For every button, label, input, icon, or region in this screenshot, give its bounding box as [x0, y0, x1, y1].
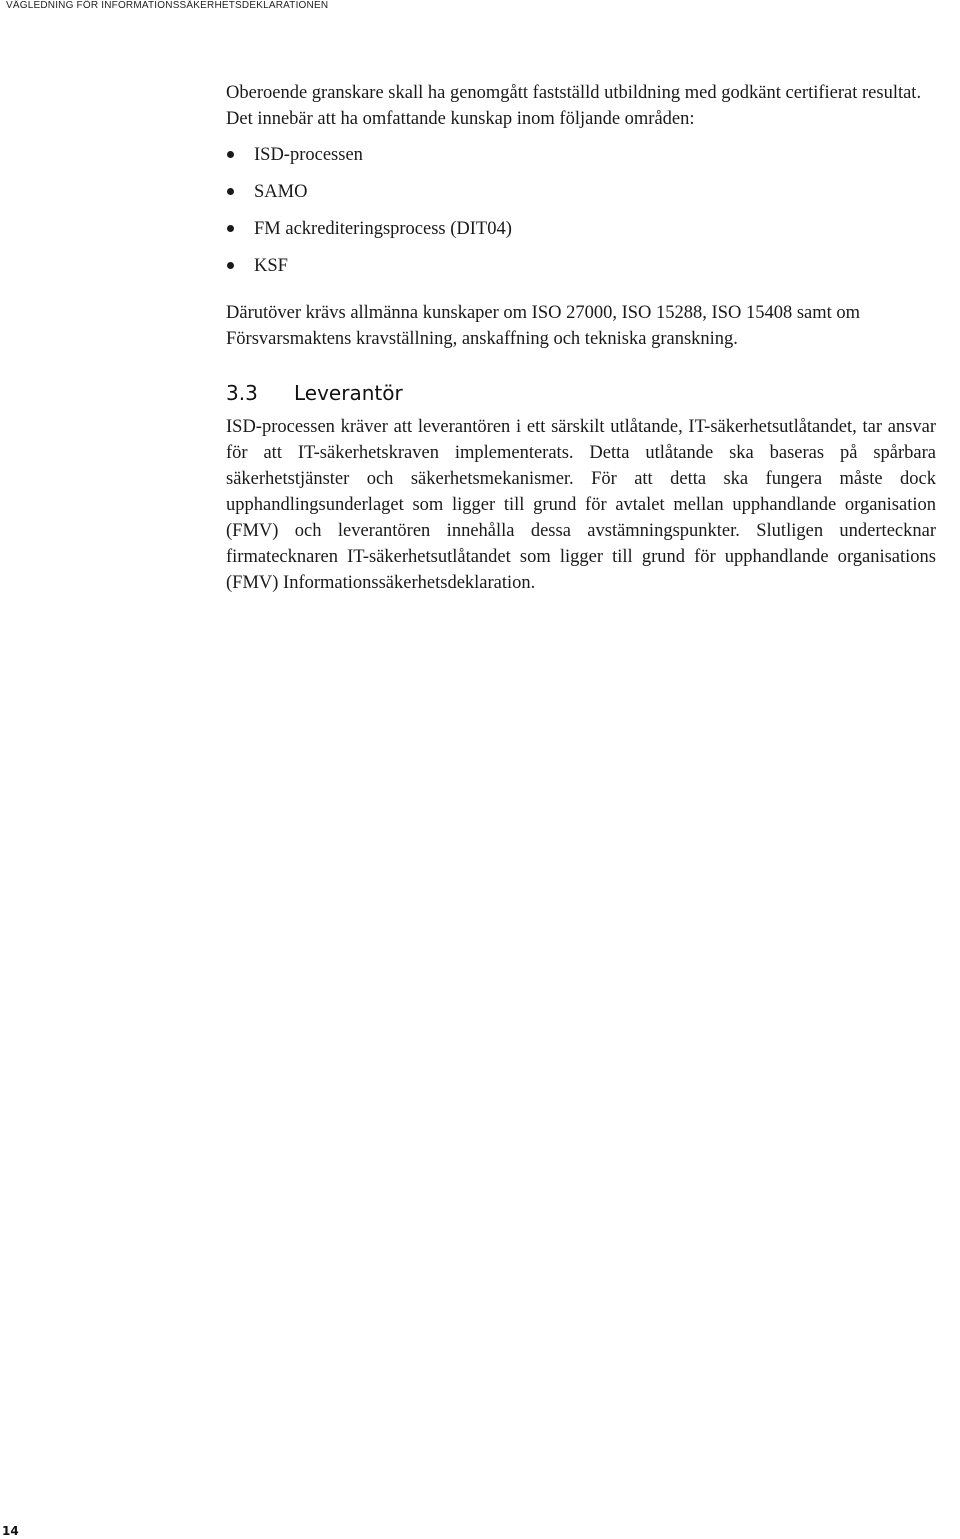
bullet-icon	[227, 225, 234, 232]
bullet-icon	[227, 151, 234, 158]
list-item-label: FM ackrediteringsprocess (DIT04)	[254, 219, 512, 239]
bullet-icon	[227, 188, 234, 195]
list-item	[226, 179, 936, 216]
list-item	[226, 216, 936, 253]
section-title: Leverantör	[294, 381, 403, 405]
requirements-list	[226, 142, 936, 290]
list-item	[226, 253, 936, 290]
section-heading	[226, 380, 936, 406]
list-item-label: KSF	[254, 256, 288, 276]
running-header: VÄGLEDNING FÖR INFORMATIONSSÄKERHETSDEKLARATIONEN	[6, 0, 329, 11]
list-item	[226, 142, 936, 179]
additional-knowledge-paragraph: Därutöver krävs allmänna kunskaper om ISO 27000, ISO 15288, ISO 15408 samt om Försvarsmaktens kravställning, anskaffning och tekniska granskning.	[226, 303, 861, 349]
list-item-label: ISD-processen	[254, 145, 363, 165]
page-content	[226, 80, 936, 596]
page-number: 14	[2, 1524, 19, 1538]
intro-paragraph: Oberoende granskare skall ha genomgått fastställd utbildning med godkänt certifierat resultat. Det innebär att ha omfattande kunskap inom följande områden:	[226, 83, 922, 129]
section-paragraph: ISD-processen kräver att leverantören i ett särskilt utlåtande, IT-säkerhetsutlåtandet, tar ansvar för att IT-säkerhetskraven implementerats. Detta utlåtande ska baseras på spårbara säkerhetstjänster och säkerhetsmekanismer. För att detta ska fungera måste dock upphandlingsunderlaget som ligger till grund för avtalet mellan upphandlande organisation (FMV) och leverantören innehålla dessa avstämningspunkter. Slutligen undertecknar firmatecknaren IT-säkerhetsutlåtandet som ligger till grund för upphandlande organisations (FMV) Informationssäkerhetsdeklaration.	[226, 417, 936, 593]
bullet-icon	[227, 262, 234, 269]
list-item-label: SAMO	[254, 182, 308, 202]
section-number: 3.3	[226, 381, 258, 405]
